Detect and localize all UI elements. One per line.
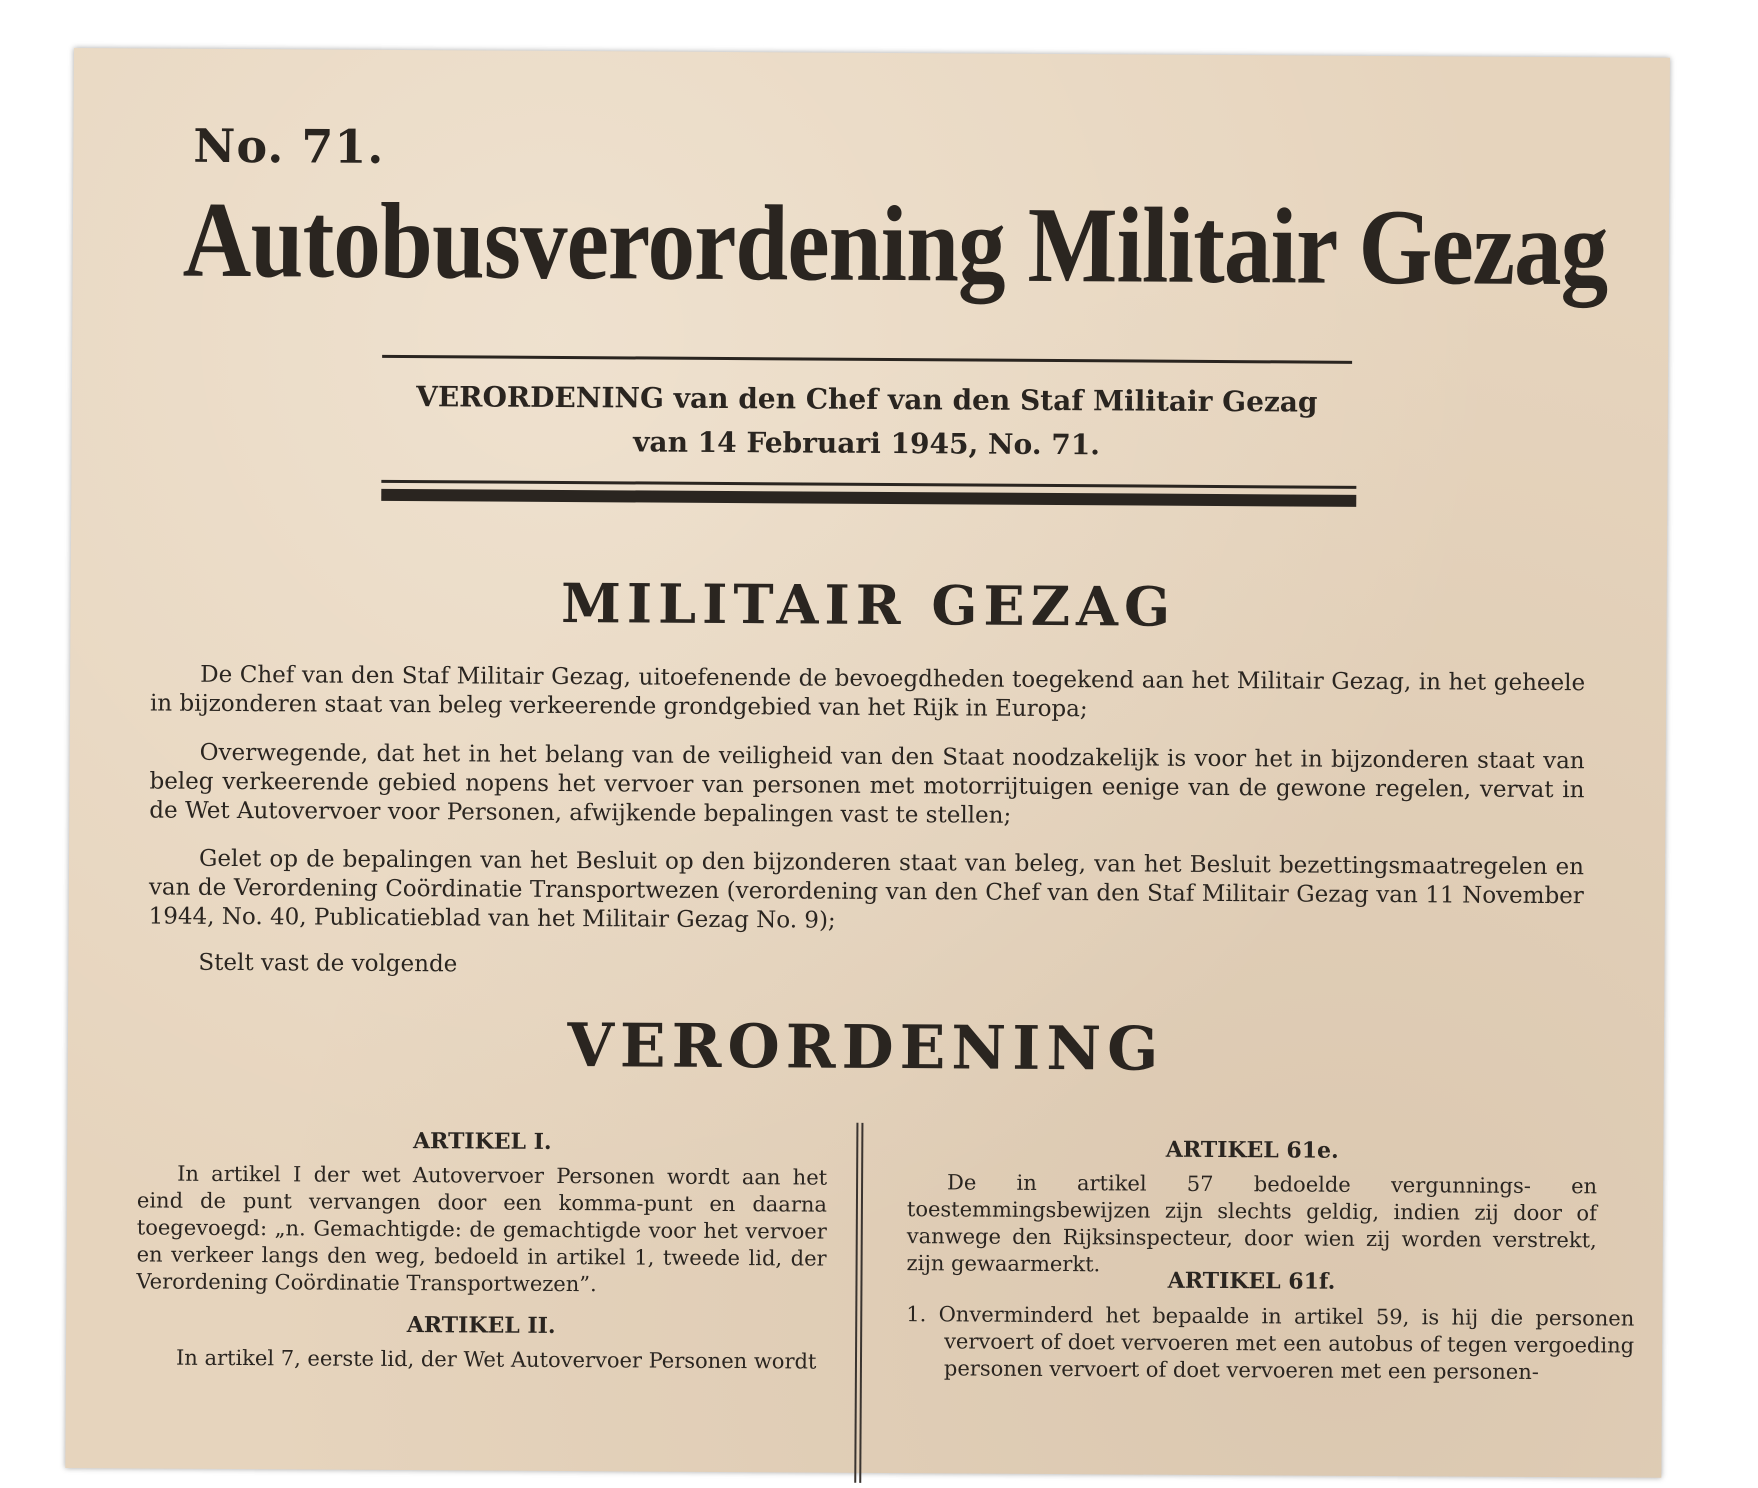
subtitle-line-2: van 14 Februari 1945, No. 71. — [633, 425, 1101, 462]
preamble-paragraph-2: Overwegende, dat het in het belang van de veiligheid van den Staat noodzakelijk is voor het in bijzonderen staat van beleg verkeerende gebied nopens het vervoer van personen met motorrijtuigen eenige van de gewone regelen, vervat in de Wet Autovervoer voor Personen, afwijkende bepalingen vast te stellen; — [149, 739, 1585, 829]
preamble-paragraph-1: De Chef van den Staf Militair Gezag, uitoefenende de bevoegdheden toegekend aan het Militair Gezag, in het geheele in bijzonderen staat van beleg verkeerende grondgebied van het Rijk in Europa; — [149, 661, 1586, 723]
article-2-heading: ARTIKEL II. — [406, 1312, 556, 1339]
subtitle — [371, 375, 1362, 469]
article-61f-heading: ARTIKEL 61f. — [1167, 1267, 1336, 1295]
article-1-heading: ARTIKEL I. — [412, 1128, 552, 1155]
heading-verordening: VERORDENING — [567, 1011, 1165, 1085]
article-61f-text: 1. Onverminderd het bepaalde in artikel 59, is hij die personen vervoert of doet vervoeren met een autobus of tegen vergoeding personen vervoert of doet vervoeren met een personen- — [906, 1302, 1635, 1384]
preamble-paragraph-4: Stelt vast de volgende — [198, 949, 458, 978]
double-rule-thick — [381, 489, 1356, 507]
article-61e-heading: ARTIKEL 61e. — [1165, 1136, 1339, 1164]
article-2-text: In artikel 7, eerste lid, der Wet Autovervoer Personen wordt — [175, 1345, 817, 1374]
document-number: No. 71. — [193, 118, 385, 174]
heading-militair-gezag: MILITAIR GEZAG — [560, 570, 1177, 639]
column-divider — [854, 1123, 858, 1483]
double-rule-thin — [381, 480, 1356, 489]
document-sheet — [65, 48, 1670, 1478]
top-rule — [382, 355, 1352, 364]
document-title: Autobusverordening Militair Gezag — [182, 180, 1608, 309]
article-61e-text: De in artikel 57 bedoelde vergunnings- en toestemmingsbewijzen zijn slechts geldig, indien zij door of vanwege den Rijksinspecteur, door wien zij worden verstrekt, zijn gewaarmerkt. — [906, 1170, 1598, 1277]
subtitle-line-1: VERORDENING van den Chef van den Staf Militair Gezag — [416, 380, 1318, 419]
column-divider — [859, 1123, 863, 1483]
preamble-paragraph-3: Gelet op de bepalingen van het Besluit op den bijzonderen staat van beleg, van het Besluit bezettingsmaatregelen en van de Verordening Coördinatie Transportwezen (verordening van den Chef van den Staf Militair Gezag van 11 November 1944, No. 40, Publicatieblad van het Militair Gezag No. 9); — [148, 845, 1585, 934]
article-1-text: In artikel I der wet Autovervoer Personen wordt aan het eind de punt vervangen door een komma-punt en daarna toegevoegd: „n. Gemachtigde: de gemachtigde voor het vervoer en verkeer langs den weg, bedoeld in artikel 1, tweede lid, der Verordening Coördinatie Transportwezen”. — [136, 1161, 828, 1297]
